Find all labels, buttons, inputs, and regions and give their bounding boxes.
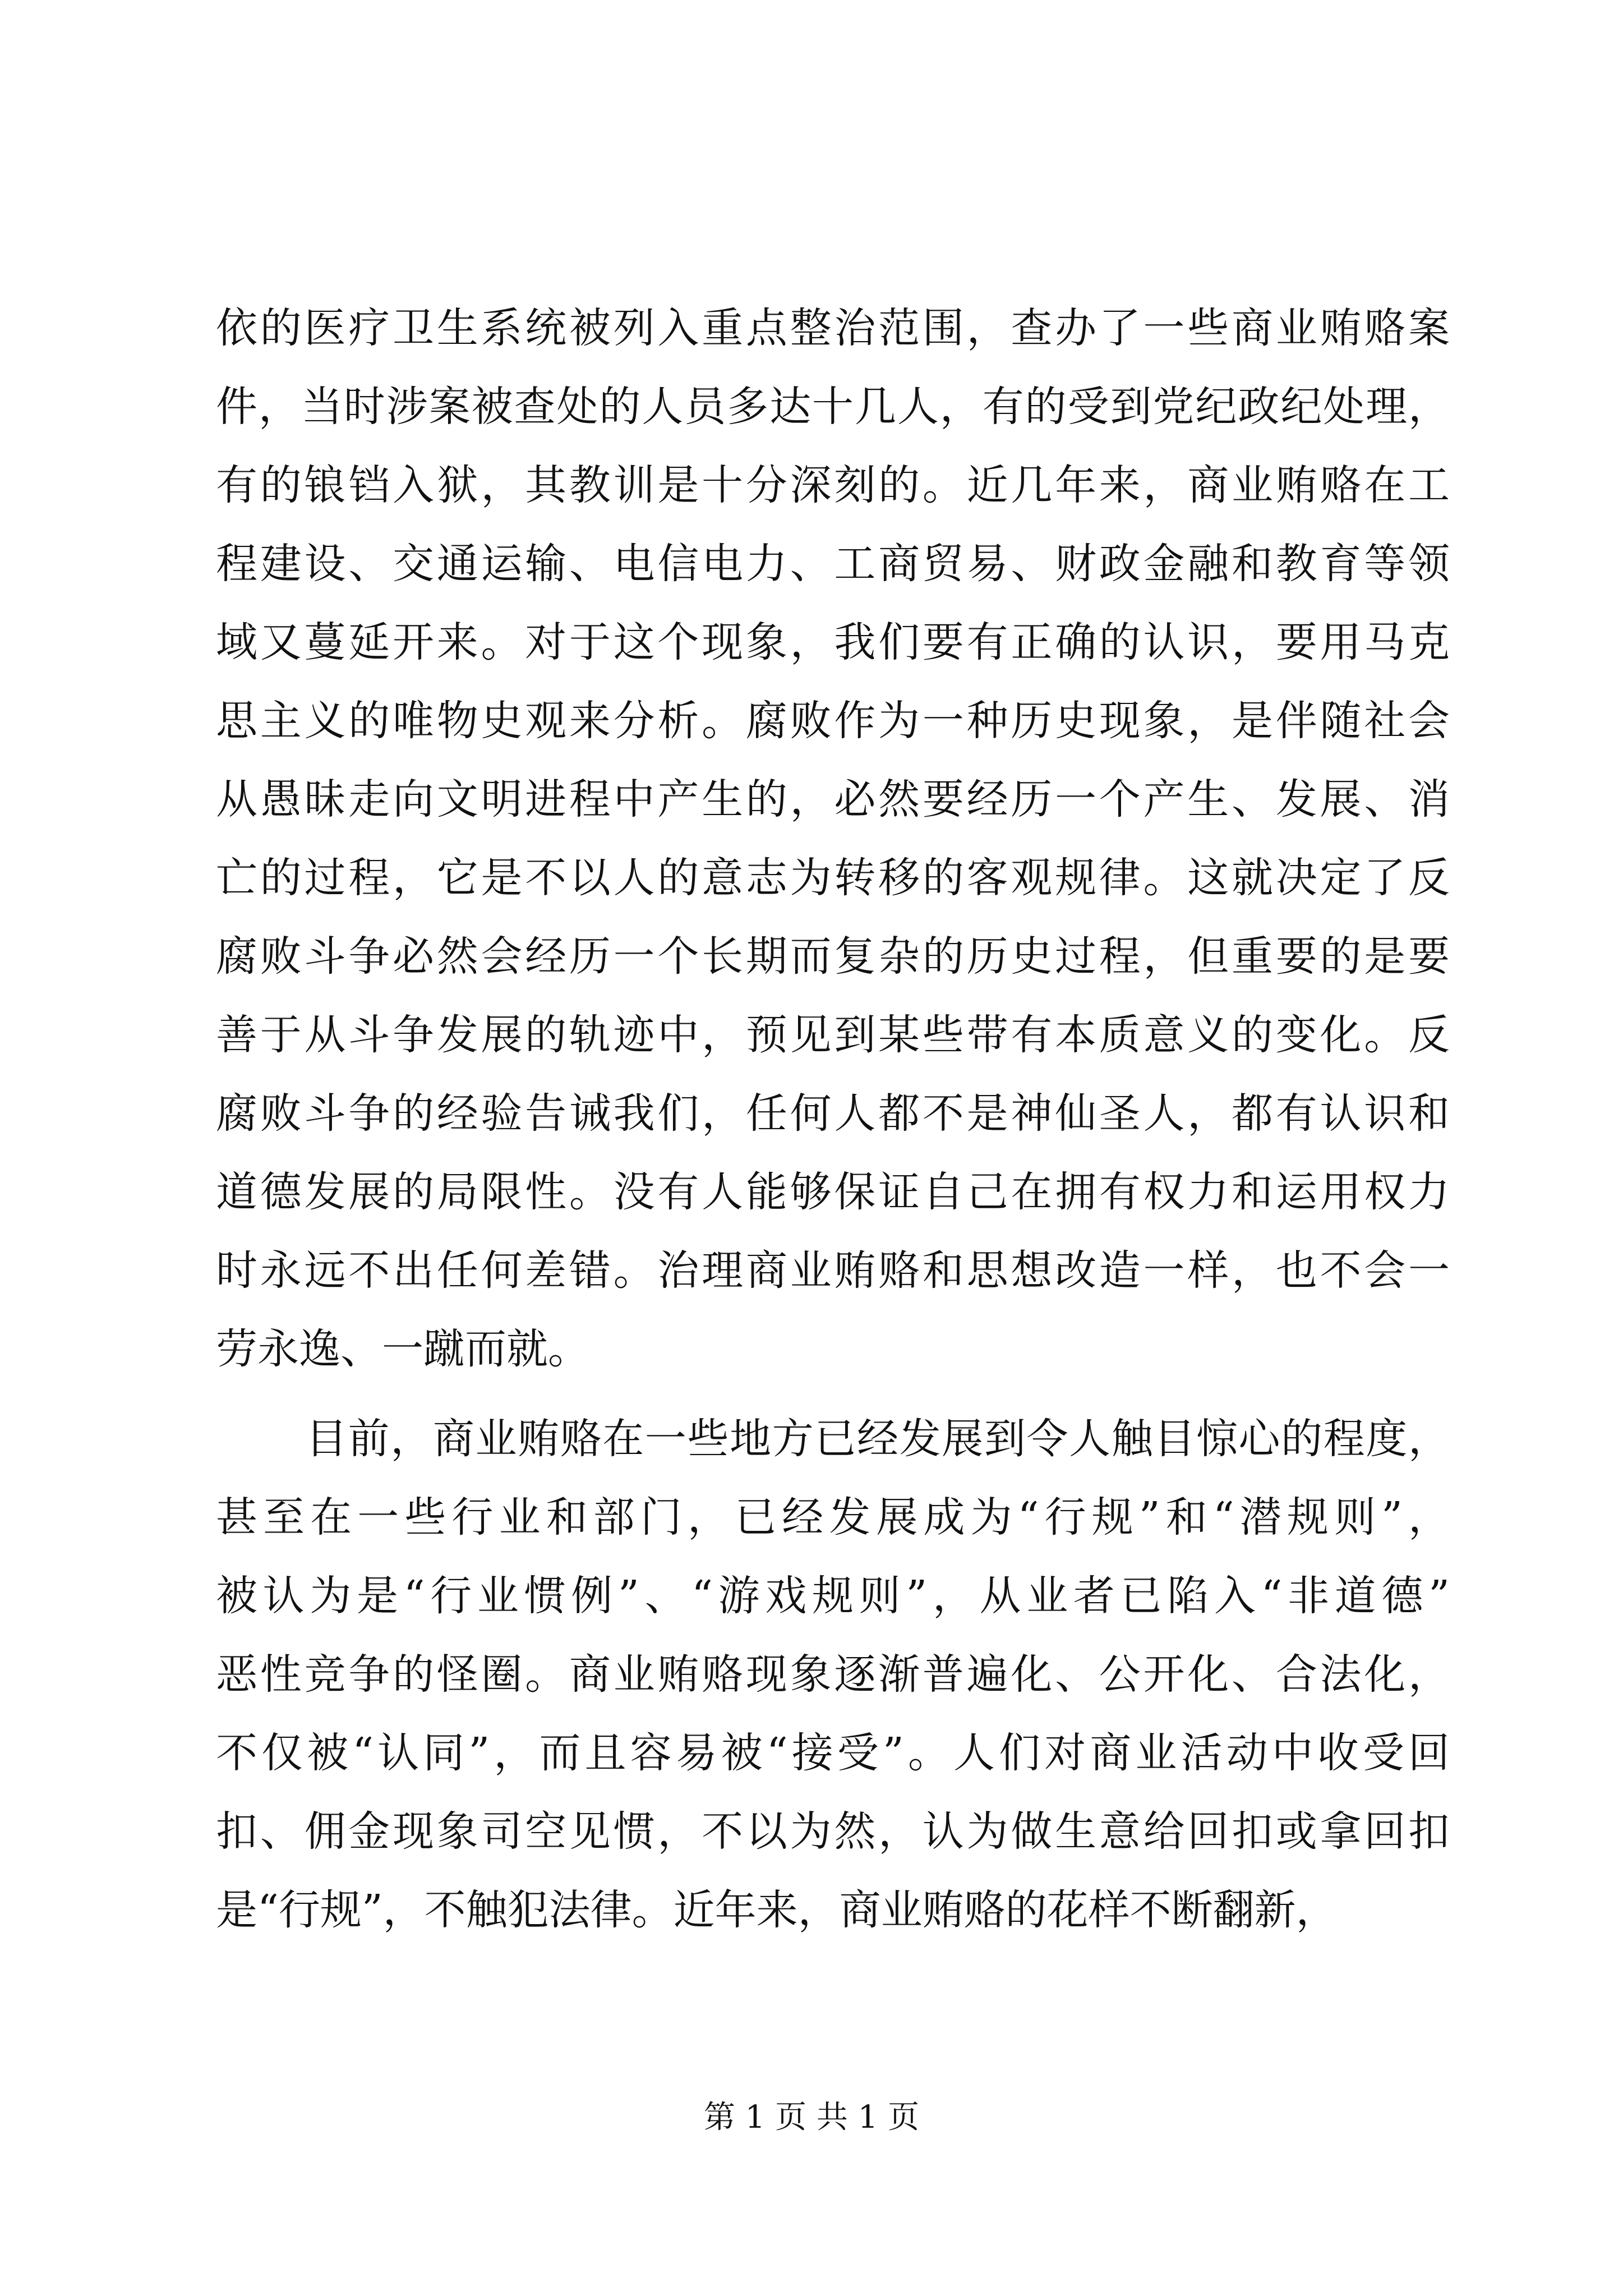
text-line: 恶性竞争的怪圈。商业贿赂现象逐渐普遍化、公开化、合法化， [216,1650,1450,1699]
text-line: 不仅被“认同”，而且容易被“接受”。人们对商业活动中收受回 [216,1729,1450,1777]
text-line: 腐败斗争的经验告诫我们，任何人都不是神仙圣人，都有认识和 [216,1089,1450,1138]
text-line: 时永远不出任何差错。治理商业贿赂和思想改造一样，也不会一 [216,1246,1450,1295]
paragraph [216,289,1450,1388]
text-line: 依的医疗卫生系统被列入重点整治范围，查办了一些商业贿赂案 [216,304,1450,352]
document-body [216,289,1450,1949]
text-line: 道德发展的局限性。没有人能够保证自己在拥有权力和运用权力 [216,1168,1450,1216]
text-line: 是“行规”，不触犯法律。近年来，商业贿赂的花样不断翻新， [216,1886,1338,1934]
text-line: 域又蔓延开来。对于这个现象，我们要有正确的认识，要用马克 [216,618,1450,666]
text-line: 腐败斗争必然会经历一个长期而复杂的历史过程，但重要的是要 [216,932,1450,981]
text-line: 亡的过程，它是不以人的意志为转移的客观规律。这就决定了反 [216,854,1450,902]
text-line: 有的锒铛入狱，其教训是十分深刻的。近几年来，商业贿赂在工 [216,461,1450,509]
page-footer: 第 1 页 共 1 页 [703,2099,920,2136]
text-line: 甚至在一些行业和部门，已经发展成为“行规”和“潜规则”， [216,1493,1450,1542]
text-line: 件，当时涉案被查处的人员多达十几人，有的受到党纪政纪处理， [216,383,1450,431]
text-line: 思主义的唯物史观来分析。腐败作为一种历史现象，是伴随社会 [216,697,1450,745]
paragraph [216,1400,1450,1949]
text-line: 从愚昧走向文明进程中产生的，必然要经历一个产生、发展、消 [216,775,1450,823]
text-line: 被认为是“行业惯例”、“游戏规则”，从业者已陷入“非道德” [216,1572,1450,1620]
text-line: 程建设、交通运输、电信电力、工商贸易、财政金融和教育等领 [216,540,1450,588]
paragraph-gap [216,1388,1450,1400]
text-line: 目前，商业贿赂在一些地方已经发展到令人触目惊心的程度， [306,1415,1450,1463]
text-line: 善于从斗争发展的轨迹中，预见到某些带有本质意义的变化。反 [216,1011,1450,1059]
text-line: 劳永逸、一蹴而就。 [216,1325,589,1373]
text-line: 扣、佣金现象司空见惯，不以为然，认为做生意给回扣或拿回扣 [216,1807,1450,1856]
